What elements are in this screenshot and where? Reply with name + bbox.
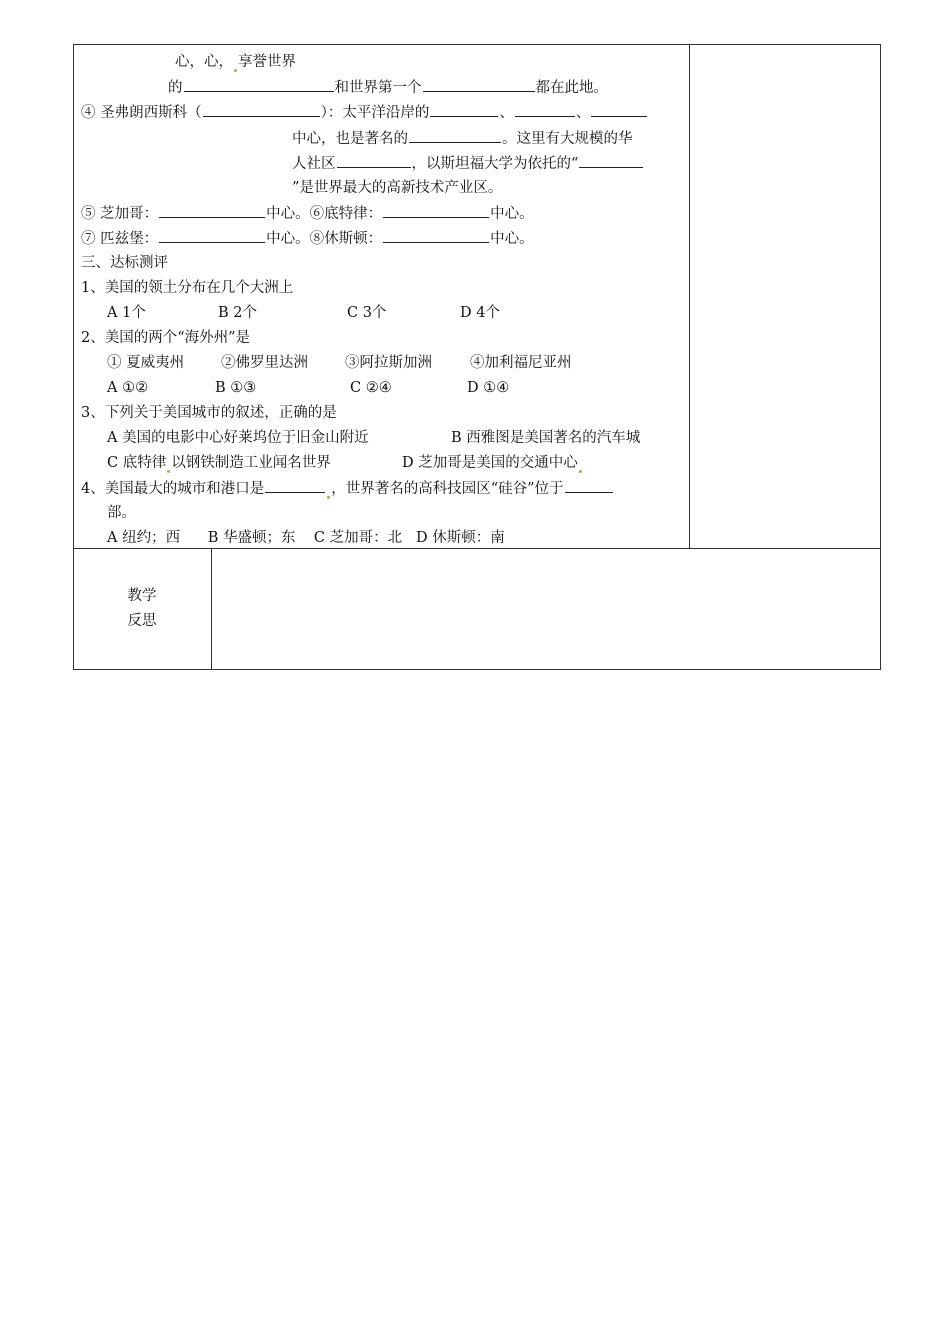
text-line-6: ”是世界最大的高新技术产业区。 — [292, 180, 503, 196]
marker-dot — [327, 496, 330, 499]
text-line-3: ④ 圣弗朗西斯科（ ）：太平洋沿岸的 、 、 — [81, 102, 648, 123]
marker-dot — [167, 470, 170, 473]
marker-dot — [234, 69, 237, 72]
text-line-8: ⑦ 匹兹堡： 中心。⑧休斯顿： 中心。 — [81, 228, 534, 249]
section-heading: 三、达标测评 — [81, 255, 168, 271]
blank-field[interactable] — [423, 77, 535, 92]
question-2-option-c[interactable]: C ②④ — [350, 380, 392, 396]
blank-field[interactable] — [565, 478, 613, 493]
question-2-item-4: ④加利福尼亚州 — [470, 355, 572, 371]
blank-field[interactable] — [409, 128, 501, 143]
text-line-7: ⑤ 芝加哥： 中心。⑥底特律： 中心。 — [81, 203, 534, 224]
blank-field[interactable] — [515, 102, 575, 117]
question-1-option-c[interactable]: C 3个 — [347, 305, 387, 321]
question-3-option-d[interactable]: D 芝加哥是美国的交通中心 — [402, 453, 583, 473]
question-4-stem: 4、美国最大的城市和港口是 ，世界著名的高科技园区“硅谷”位于 — [81, 478, 614, 499]
blank-field[interactable] — [337, 153, 411, 168]
reflection-label: 教学 反思 — [127, 588, 157, 629]
blank-field[interactable] — [579, 153, 643, 168]
blank-field[interactable] — [203, 102, 320, 117]
question-2-item-1: ① 夏威夷州 — [107, 355, 185, 371]
blank-field[interactable] — [383, 203, 489, 218]
question-3-stem: 3、下列关于美国城市的叙述，正确的是 — [81, 405, 337, 421]
question-4-stem-end: 部。 — [107, 505, 136, 521]
question-2-item-3: ③阿拉斯加洲 — [345, 355, 432, 371]
blank-field[interactable] — [159, 228, 265, 243]
question-2-item-2: ②佛罗里达洲 — [221, 355, 308, 371]
text-line-4: 中心，也是著名的 。这里有大规模的华 — [292, 128, 633, 149]
question-3-option-c[interactable]: C 底特律 以钢铁制造工业闻名世界 — [107, 455, 331, 471]
question-2-option-b[interactable]: B ①③ — [215, 380, 257, 396]
question-1-option-a[interactable]: A 1个 — [107, 305, 146, 321]
question-2-option-a[interactable]: A ①② — [107, 380, 149, 396]
reflection-input-area[interactable] — [212, 549, 880, 669]
question-1-stem: 1、美国的领土分布在几个大洲上 — [81, 280, 294, 296]
text-line-1: 心，心， 享誉世界 — [175, 54, 296, 70]
question-3-option-b[interactable]: B 西雅图是美国著名的汽车城 — [451, 430, 641, 446]
text-line-5: 人社区 ，以斯坦福大学为依托的“ — [292, 153, 644, 174]
blank-field[interactable] — [430, 102, 498, 117]
text-line-2: 的 和世界第一个 都在此地。 — [168, 77, 608, 98]
blank-field[interactable] — [184, 77, 334, 92]
question-3-option-a[interactable]: A 美国的电影中心好莱坞位于旧金山附近 — [107, 430, 369, 446]
question-4-options[interactable]: A 纽约；西 B 华盛顿；东 C 芝加哥：北 D 休斯顿：南 — [107, 530, 505, 546]
column-divider-right — [689, 44, 690, 549]
question-1-option-b[interactable]: B 2个 — [218, 305, 257, 321]
question-1-option-d[interactable]: D 4个 — [460, 305, 500, 321]
blank-field[interactable] — [159, 203, 265, 218]
blank-field[interactable] — [265, 478, 325, 493]
marker-dot — [579, 470, 582, 473]
question-2-stem: 2、美国的两个“海外州”是 — [81, 330, 251, 346]
question-2-option-d[interactable]: D ①④ — [467, 380, 510, 396]
blank-field[interactable] — [591, 102, 647, 117]
blank-field[interactable] — [383, 228, 489, 243]
